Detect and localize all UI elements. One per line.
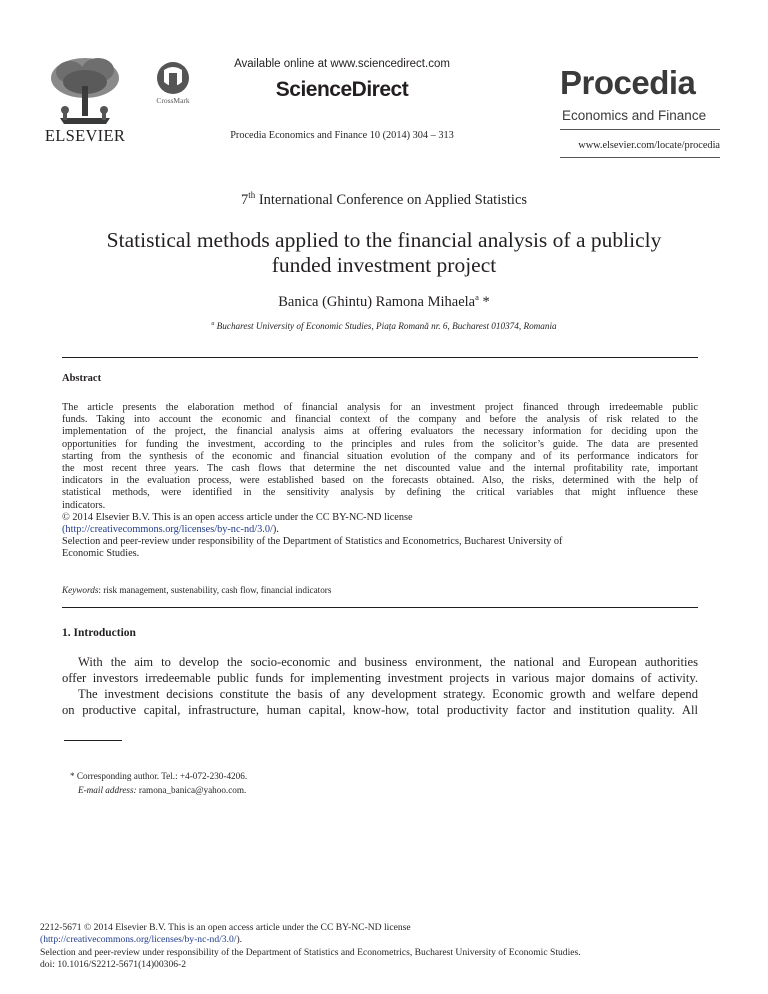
- article-title-line-2: funded investment project: [271, 253, 497, 277]
- abstract-peer-review-line-2: Economic Studies.: [62, 548, 140, 560]
- procedia-url[interactable]: www.elsevier.com/locate/procedia: [578, 140, 720, 151]
- abstract-top-rule: [62, 357, 698, 358]
- article-title-line-1: Statistical methods applied to the financial analysis of a publicly: [106, 228, 662, 252]
- bottom-license-link[interactable]: (http://creativecommons.org/licenses/by-nc-nd/3.0/: [40, 934, 237, 946]
- introduction-line: on productive capital, infrastructure, human capital, know-how, total productivity factor and institution quality. All: [62, 703, 698, 717]
- abstract-license-close: ).: [272, 524, 279, 535]
- abstract-line: statistical methods, were identified in the sensitivity analysis by defining the critical variables that might influence these: [62, 487, 698, 499]
- abstract-line: The article presents the elaboration method of financial analysis for an investment project financed through irredeemable public: [62, 402, 698, 413]
- abstract-heading: Abstract: [62, 373, 102, 384]
- abstract-license: [62, 524, 279, 536]
- procedia-rule: [560, 129, 720, 130]
- abstract-line: the most recent three years. The cash flows that determine the net discounted value and the internal profitability rate, important: [62, 463, 698, 474]
- conference-ordinal: 7: [240, 191, 249, 208]
- conference-title: International Conference on Applied Statistics: [258, 191, 528, 208]
- abstract-line: indicators in the evaluation process, were established based on the forecasts obtained. Also, the risks, determined with the help of: [62, 475, 698, 487]
- conference-ordinal-suffix: th: [248, 190, 256, 200]
- affiliation-sup: a: [211, 321, 215, 327]
- author-affil-sup: a: [475, 292, 479, 302]
- procedia-subtitle: Economics and Finance: [562, 108, 707, 123]
- footnote-corresponding: * Corresponding author. Tel.: +4-072-230-4206.: [70, 771, 248, 781]
- section-heading-introduction: 1. Introduction: [62, 627, 136, 639]
- abstract-peer-review-line-1: Selection and peer-review under responsibility of the Department of Statistics and Econometrics, Bucharest University of: [62, 536, 563, 548]
- abstract-license-link[interactable]: (http://creativecommons.org/licenses/by-nc-nd/3.0/: [62, 524, 273, 535]
- issn-copyright: 2212-5671 © 2014 Elsevier B.V. This is an open access article under the CC BY-NC-ND license: [40, 922, 411, 933]
- footnote-rule: [64, 740, 122, 741]
- abstract-bottom-rule: [62, 607, 698, 608]
- header-bottom-rule: [560, 157, 720, 158]
- elsevier-tree-icon: [40, 52, 130, 127]
- affiliation-text: Bucharest University of Economic Studies, Piața Romană nr. 6, Bucharest 010374, Romania: [216, 321, 557, 332]
- author-line: [0, 292, 768, 311]
- procedia-logo[interactable]: [560, 64, 728, 128]
- crossmark-icon: [148, 60, 198, 98]
- bottom-license-close: ).: [236, 934, 243, 946]
- affiliation: [0, 321, 768, 331]
- keywords: [62, 584, 331, 596]
- footnote-email-address[interactable]: ramona_banica@yahoo.com.: [136, 785, 247, 795]
- abstract-line: starting from the synthesis of the economic and financial situation evolution of the company and of its performance indicators for: [62, 450, 698, 462]
- footnote-email-label: E-mail address:: [78, 785, 137, 795]
- procedia-title: Procedia: [560, 64, 696, 101]
- article-title: [40, 228, 728, 278]
- keywords-list: : risk management, sustenability, cash flow, financial indicators: [98, 585, 332, 595]
- bottom-peer-review: Selection and peer-review under responsibility of the Department of Statistics and Econometrics, Bucharest University of Economic Studies.: [40, 946, 581, 958]
- abstract-line: funds. Taking into account the economic and financial context of the company and before the analysis of risk related to the: [62, 414, 698, 426]
- author-star: *: [478, 293, 490, 310]
- introduction-line: The investment decisions constitute the basis of any development strategy. Economic growth and welfare depend: [78, 687, 698, 701]
- abstract-line: implementation of the project, the financial analysis aims at offering evaluators the necessary information for deciding upon the: [62, 426, 698, 438]
- crossmark-badge[interactable]: [148, 60, 198, 110]
- sciencedirect-logo[interactable]: ScienceDirect: [275, 78, 409, 101]
- bottom-license: [40, 934, 242, 946]
- abstract-copyright: © 2014 Elsevier B.V. This is an open access article under the CC BY-NC-ND license: [62, 511, 413, 523]
- available-online: Available online at www.sciencedirect.com: [234, 58, 450, 70]
- publisher-name: ELSEVIER: [44, 126, 126, 145]
- conference-name: [0, 190, 768, 209]
- abstract-peer-review: [62, 536, 562, 560]
- keywords-label: Keywords: [62, 585, 99, 595]
- abstract-line: opportunities for funding the investment, according to the principles and rules from the solicitor’s guide. The data are presented: [62, 438, 698, 450]
- introduction-line: offer investors irredeemable public funds for implementing investment projects in various major domains of activity.: [62, 671, 698, 685]
- abstract-last-line: indicators.: [62, 499, 106, 511]
- crossmark-label: CrossMark: [156, 96, 190, 105]
- author-name: Banica (Ghintu) Ramona Mihaela: [278, 293, 476, 310]
- elsevier-logo[interactable]: [40, 52, 130, 147]
- introduction-line: With the aim to develop the socio-economic and business environment, the national and European authorities: [78, 655, 698, 669]
- doi[interactable]: doi: 10.1016/S2212-5671(14)00306-2: [40, 959, 187, 971]
- journal-reference: Procedia Economics and Finance 10 (2014) 304 – 313: [230, 130, 454, 141]
- footnote-email: [78, 785, 246, 795]
